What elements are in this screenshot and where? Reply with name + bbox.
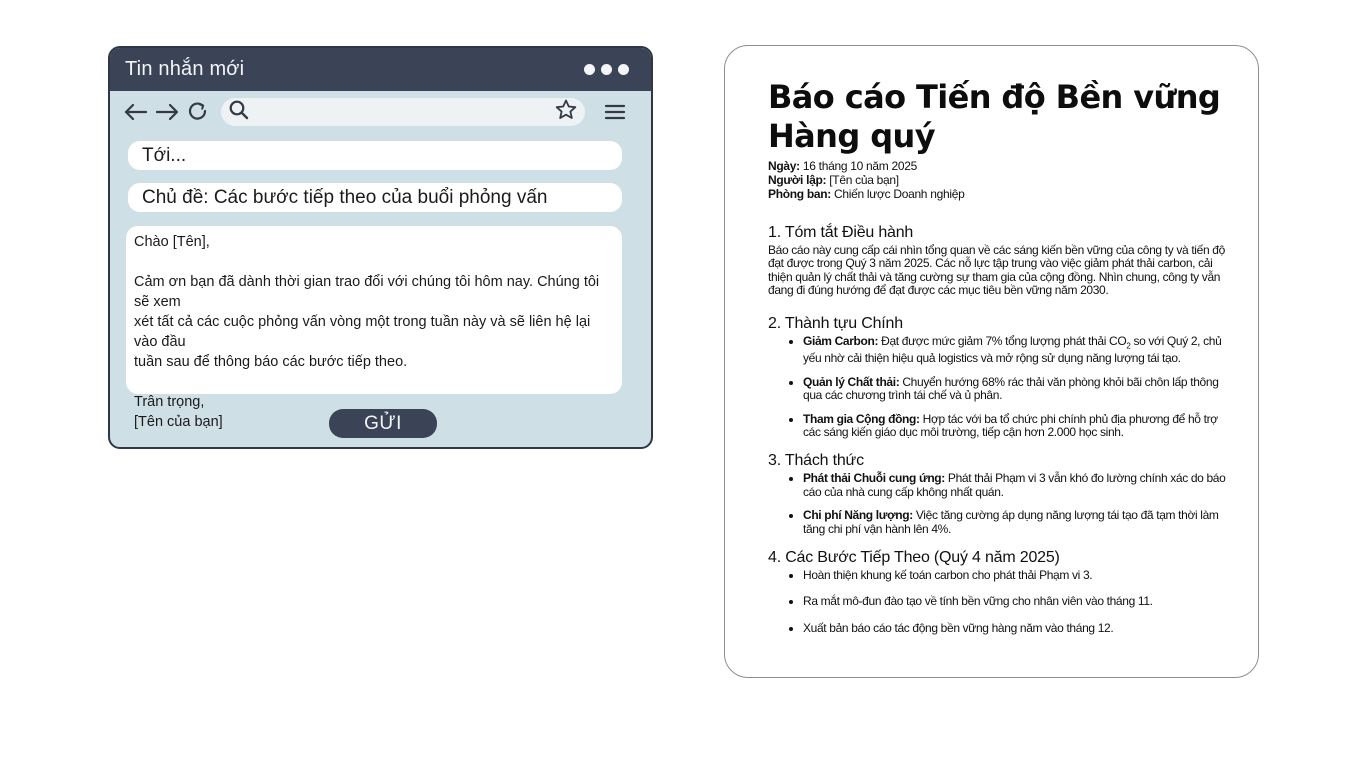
report-document (724, 45, 1259, 678)
body-signature: [Tên của bạn] (134, 414, 223, 430)
report-meta (768, 159, 1228, 201)
body-line: xét tất cả các cuộc phỏng vấn vòng một trong tuần này và sẽ liên hệ lại vào đầu (134, 314, 591, 350)
item-text: so với Quý 2, chủ yếu nhờ cải thiện hiệu quả logistics và mở rộng sử dụng năng lượng tái tạo. (803, 333, 1222, 366)
arrow-left-icon[interactable] (122, 98, 150, 126)
item-text: Phát thải Phạm vi 3 vẫn khó đo lường chính xác do báo cáo của nhà cung cấp không nhất quán. (803, 471, 1226, 499)
item-label: Giảm Carbon: (803, 333, 879, 348)
author-value: [Tên của bạn] (826, 173, 899, 187)
body-line: Cảm ơn bạn đã dành thời gian trao đổi với chúng tôi hôm nay. Chúng tôi sẽ xem (134, 274, 600, 310)
address-bar[interactable] (221, 98, 585, 126)
list-item (803, 472, 1228, 499)
list-item (803, 509, 1228, 536)
item-label: Phát thải Chuỗi cung ứng: (803, 471, 945, 486)
dot (584, 64, 595, 75)
report-title (768, 78, 1228, 156)
date-label: Ngày: (768, 159, 800, 173)
section-heading: 1. Tóm tắt Điều hành (768, 224, 914, 241)
challenges-list (768, 472, 1228, 536)
item-text: Hợp tác với ba tổ chức phi chính phủ địa phương để hỗ trợ các sáng kiến giáo dục môi trường, tiếp cận hơn 2.000 học sinh. (803, 411, 1218, 440)
item-subscript: 2 (1126, 341, 1131, 351)
compose-titlebar (110, 48, 651, 91)
compose-window (108, 46, 653, 449)
body-greeting: Chào [Tên], (134, 234, 210, 250)
arrow-right-icon[interactable] (153, 98, 181, 126)
body-closing: Trân trọng, (134, 394, 205, 410)
subject-text: Chủ đề: Các bước tiếp theo của buổi phỏng vấn (142, 186, 548, 208)
reload-icon[interactable] (184, 98, 212, 126)
item-label: Quản lý Chất thải: (803, 374, 900, 389)
item-text: Đạt được mức giảm 7% tổng lượng phát thải CO (878, 333, 1127, 348)
achievements-list (768, 335, 1228, 440)
list-item: • Hoàn thiện khung kế toán carbon cho phát thải Phạm vi 3. (803, 569, 1228, 582)
compose-title: Tin nhắn mới (125, 58, 245, 80)
list-item (803, 376, 1228, 403)
section-heading: 2. Thành tựu Chính (768, 314, 903, 332)
subject-field[interactable] (128, 183, 622, 212)
browser-toolbar (110, 91, 651, 133)
hamburger-menu-icon[interactable] (603, 100, 627, 124)
more-dots-icon[interactable] (584, 64, 629, 75)
list-item (803, 335, 1228, 366)
report-title-line2: Hàng quý (768, 117, 935, 155)
executive-summary: Báo cáo này cung cấp cái nhìn tổng quan về các sáng kiến bền vững của công ty và tiến độ đạt được trong Quý 3 năm 2025. Các nỗ lực tập trung vào việc giảm phát thải carbon, cải thiện quản lý chất thải và tăng cường sự tham gia của cộng đồng. Nhìn chung, công ty vẫn đang đi đúng hướng để đạt được các mục tiêu bền vững năm 2030. (768, 243, 1225, 298)
item-text: Việc tăng cường áp dụng năng lượng tái tạo đã tạm thời làm tăng chi phí vận hành lên 4%. (803, 508, 1219, 536)
to-field[interactable] (128, 141, 622, 170)
department-label: Phòng ban: (768, 187, 831, 201)
item-label: Tham gia Cộng đồng: (803, 411, 920, 426)
star-icon[interactable] (555, 99, 577, 125)
to-placeholder: Tới... (142, 144, 187, 166)
search-icon[interactable] (229, 100, 249, 125)
section-heading: 3. Thách thức (768, 452, 864, 470)
address-input[interactable] (255, 103, 549, 121)
author-label: Người lập: (768, 173, 827, 187)
section-heading: 4. Các Bước Tiếp Theo (Quý 4 năm 2025) (768, 549, 1060, 567)
dot (618, 64, 629, 75)
next-steps-list (768, 569, 1228, 635)
send-button[interactable]: GỬI (329, 409, 437, 438)
item-label: Chi phí Năng lượng: (803, 508, 913, 523)
list-item: • Xuất bản báo cáo tác động bền vững hàng năm vào tháng 12. (803, 622, 1228, 635)
list-item: • Ra mắt mô-đun đào tạo về tính bền vững cho nhân viên vào tháng 11. (803, 595, 1228, 608)
department-value: Chiến lược Doanh nghiệp (831, 187, 965, 201)
list-item (803, 413, 1228, 440)
dot (601, 64, 612, 75)
item-text: Chuyển hướng 68% rác thải văn phòng khỏi bãi chôn lấp thông qua các chương trình tái chế và ủ phân. (803, 374, 1219, 403)
date-value: 16 tháng 10 năm 2025 (799, 159, 917, 173)
body-line: tuần sau để thông báo các bước tiếp theo. (134, 354, 408, 370)
report-title-line1: Báo cáo Tiến độ Bền vững (768, 78, 1221, 116)
